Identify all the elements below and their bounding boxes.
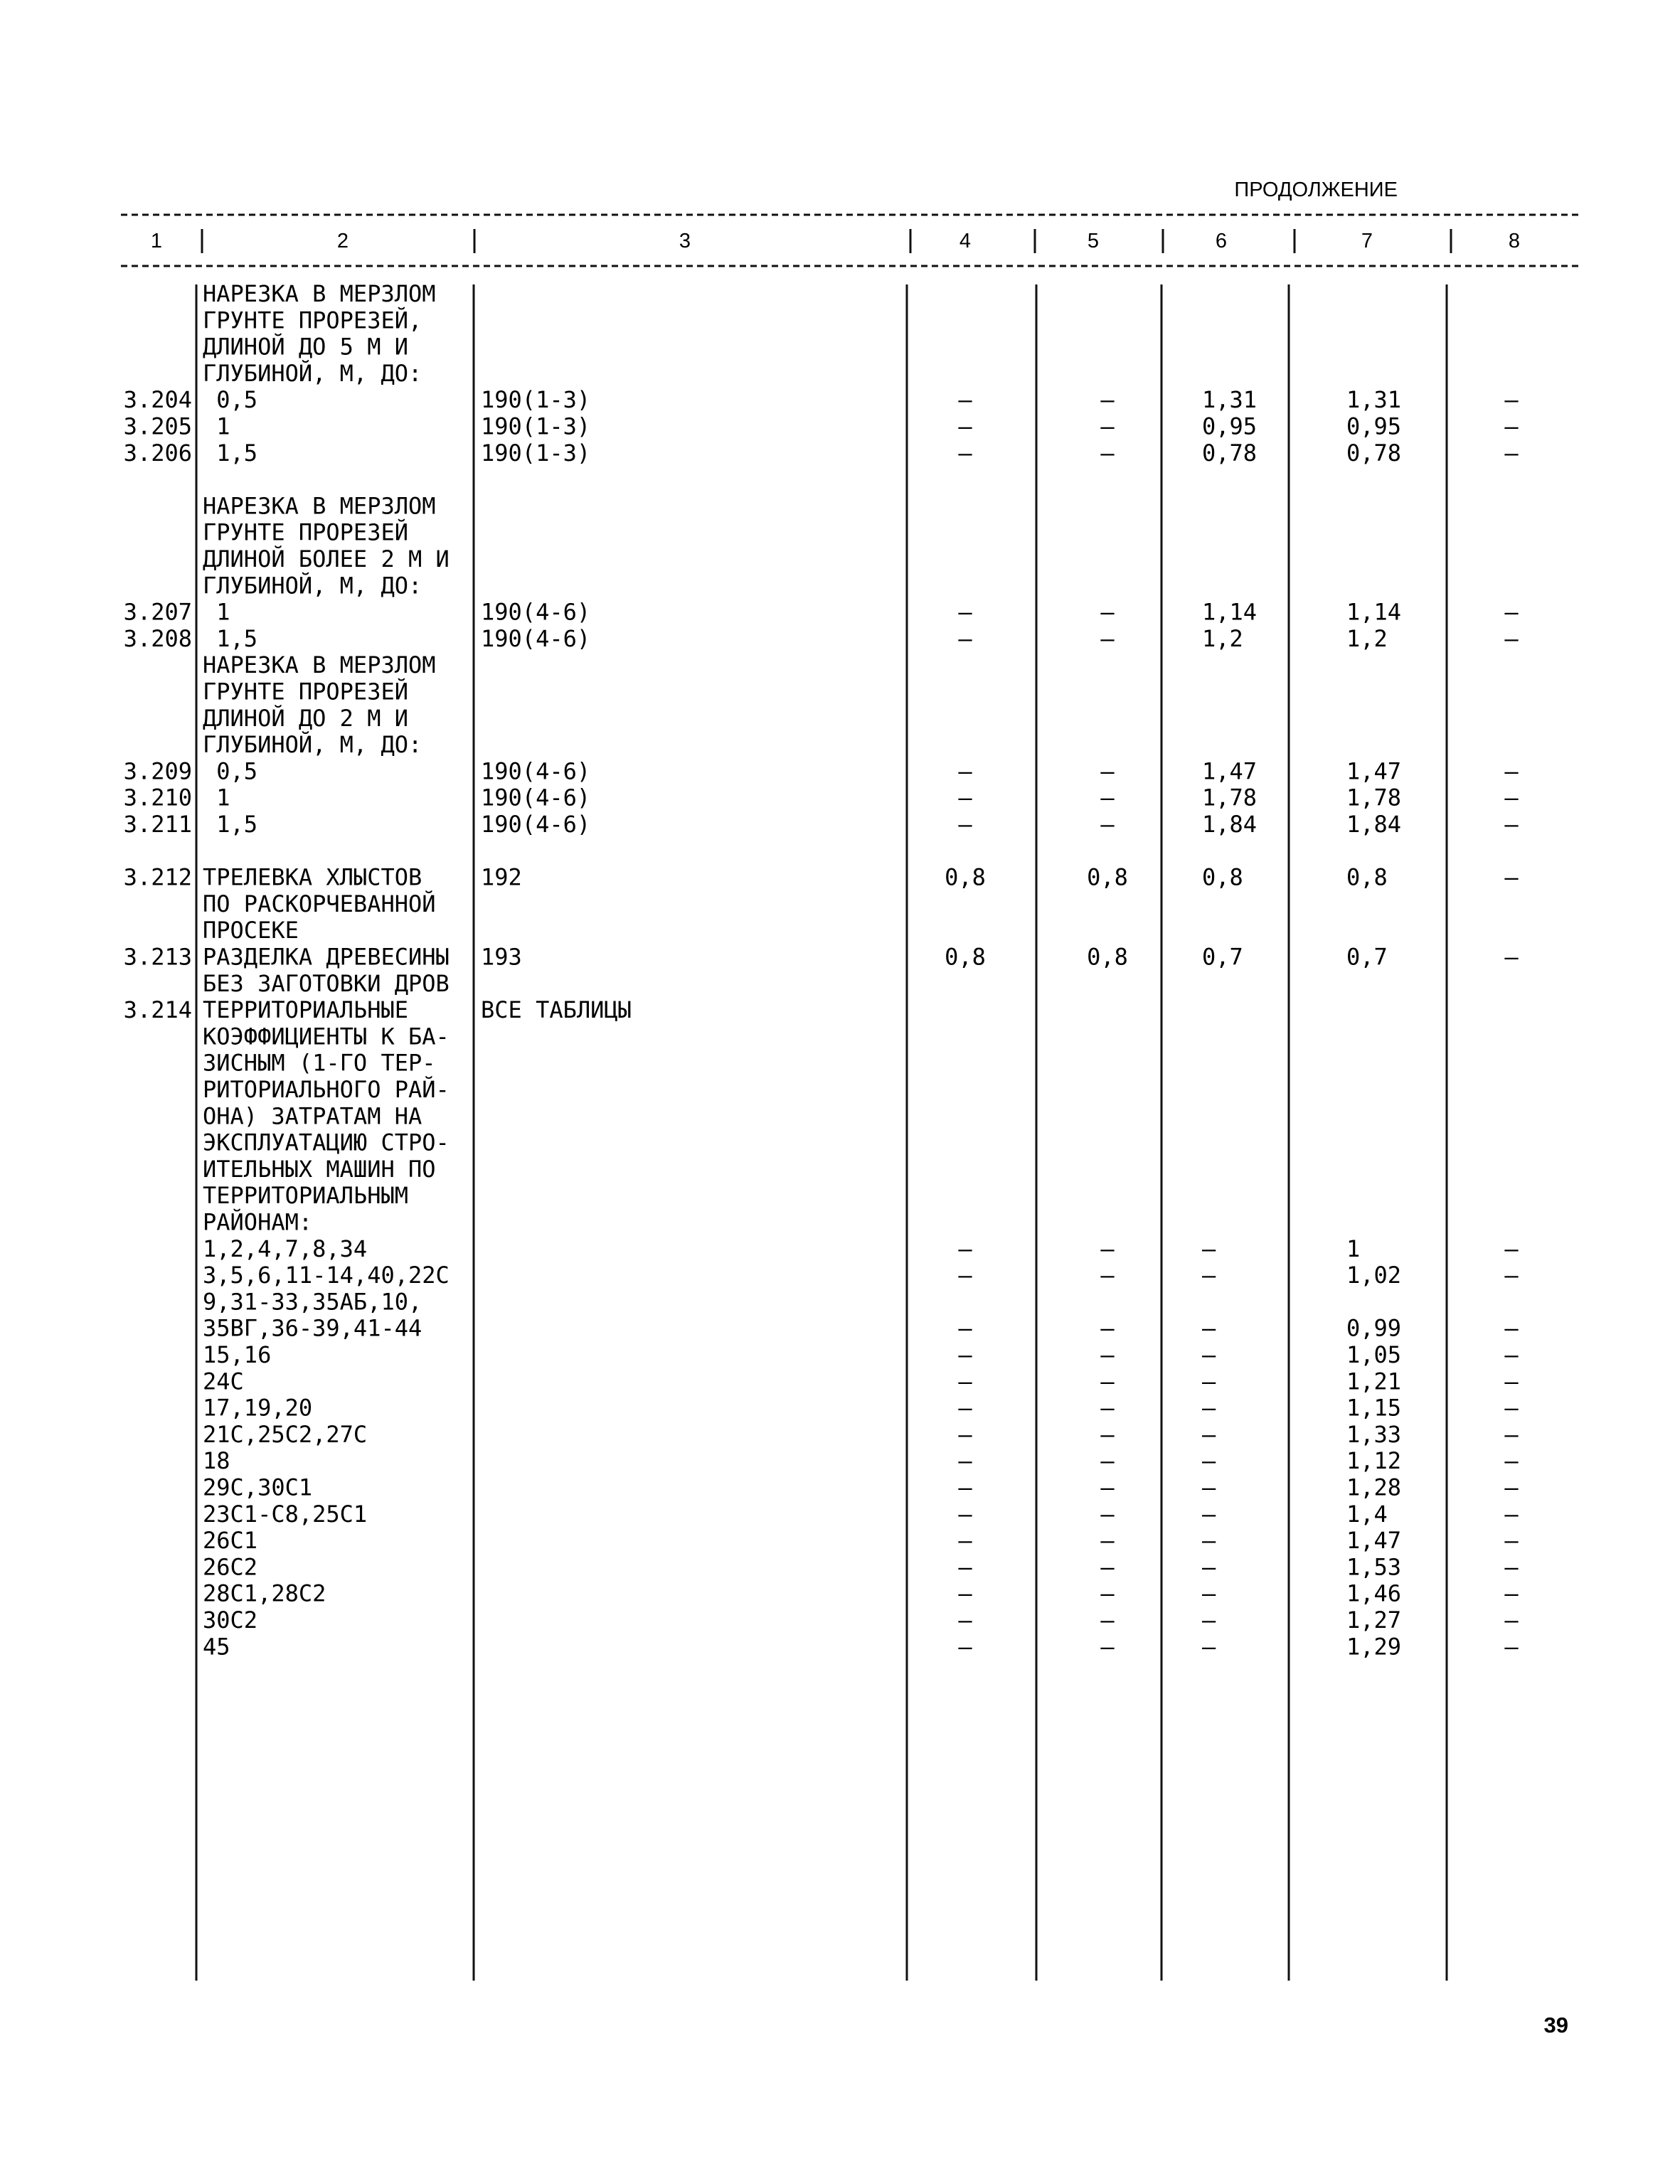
row-col8: – [1504, 386, 1519, 414]
table-row [203, 1527, 1519, 1554]
row-code: 3.204 [123, 386, 192, 414]
table-row [124, 784, 1519, 811]
row-col6: 1,78 [1202, 784, 1258, 811]
row-col7: 1,84 [1346, 811, 1402, 838]
row-col7: 1,14 [1346, 598, 1402, 626]
row-col8: – [1504, 863, 1519, 891]
row-col7: 1,47 [1346, 1527, 1402, 1555]
row-description: 1,5 [203, 811, 258, 838]
row-col8: – [1504, 598, 1519, 626]
row-description: 1 [203, 412, 230, 440]
table-row [203, 705, 408, 732]
row-description: ИТЕЛЬНЫХ МАШИН ПО [203, 1155, 436, 1183]
table-row [203, 1076, 450, 1103]
row-description: РАЗДЕЛКА ДРЕВЕСИНЫ [203, 943, 450, 971]
table-row [124, 864, 1519, 891]
row-col5: – [1100, 1394, 1115, 1422]
row-col8: – [1504, 1262, 1519, 1289]
row-description: 1 [203, 598, 230, 626]
row-description: ТЕРРИТОРИАЛЬНЫЕ [203, 996, 408, 1024]
row-description: РАЙОНАМ: [203, 1208, 313, 1236]
row-col7: 1,47 [1346, 757, 1402, 785]
table-row [203, 1182, 408, 1209]
row-col5: 0,8 [1087, 863, 1128, 891]
row-col8: – [1504, 1314, 1519, 1342]
row-reference: 190(4-6) [481, 624, 591, 652]
row-col7: 0,78 [1346, 439, 1402, 467]
row-col4: – [958, 784, 972, 811]
row-col4: – [958, 1235, 972, 1262]
row-col6: – [1202, 1580, 1216, 1607]
row-col6: – [1202, 1420, 1216, 1448]
row-description: 35ВГ,36-39,41-44 [203, 1314, 422, 1342]
table-row [203, 1341, 1519, 1368]
table-row [203, 545, 450, 572]
row-col6: – [1202, 1500, 1216, 1528]
row-col8: – [1504, 1368, 1519, 1395]
table-row [124, 996, 632, 1023]
row-col7: 1,27 [1346, 1607, 1402, 1634]
row-col6: – [1202, 1368, 1216, 1395]
row-code: 3.208 [123, 624, 192, 652]
row-col5: – [1100, 1420, 1115, 1448]
row-description: ПРОСЕКЕ [203, 917, 299, 944]
row-description: ГРУНТЕ ПРОРЕЗЕЙ, [203, 307, 422, 334]
row-col7: 1,29 [1346, 1633, 1402, 1661]
table-row [203, 1262, 1519, 1289]
row-col7: 0,7 [1346, 943, 1388, 971]
page-number: 39 [1543, 2013, 1568, 2037]
row-reference: 190(1-3) [481, 386, 591, 414]
row-description: РИТОРИАЛЬНОГО РАЙ- [203, 1076, 450, 1103]
row-col4: – [958, 1368, 972, 1395]
column-header-separators [202, 229, 1451, 253]
table-row [203, 1633, 1519, 1660]
row-col5: – [1100, 1314, 1115, 1342]
row-col7: 1 [1346, 1235, 1361, 1262]
row-col6: – [1202, 1262, 1216, 1289]
table-row [203, 280, 436, 307]
row-col7: 1,33 [1346, 1420, 1402, 1448]
row-col5: – [1100, 1341, 1115, 1368]
row-description: ТРЕЛЕВКА ХЛЫСТОВ [203, 863, 422, 891]
row-col5: – [1100, 757, 1115, 785]
row-description: 29С,30С1 [203, 1474, 313, 1501]
row-description: 28С1,28С2 [203, 1580, 326, 1607]
table-row [203, 1421, 1519, 1448]
row-col6: – [1202, 1235, 1216, 1262]
row-col5: – [1100, 1607, 1115, 1634]
column-header-row [151, 230, 1520, 252]
row-code: 3.212 [123, 863, 192, 891]
column-header-1: 1 [150, 230, 163, 252]
row-col4: 0,8 [945, 863, 986, 891]
row-col8: – [1504, 624, 1519, 652]
table-row [124, 599, 1519, 626]
row-col4: – [958, 439, 972, 467]
row-col5: – [1100, 598, 1115, 626]
row-reference: 190(1-3) [481, 412, 591, 440]
row-description: ТЕРРИТОРИАЛЬНЫМ [203, 1182, 408, 1210]
table-row [203, 970, 450, 997]
row-code: 3.214 [123, 996, 192, 1024]
row-col6: 0,7 [1202, 943, 1243, 971]
table-row [124, 386, 1519, 413]
continuation-label: ПРОДОЛЖЕНИЕ [1234, 179, 1398, 201]
row-col4: – [958, 598, 972, 626]
row-col6: 1,31 [1202, 386, 1258, 414]
row-col7: 1,02 [1346, 1262, 1402, 1289]
row-col7: 0,99 [1346, 1314, 1402, 1342]
row-reference: 192 [481, 863, 522, 891]
row-description: 17,19,20 [203, 1394, 313, 1422]
row-col6: – [1202, 1341, 1216, 1368]
row-description: ПО РАСКОРЧЕВАННОЙ [203, 890, 436, 917]
row-col6: 0,95 [1202, 412, 1258, 440]
row-col5: – [1100, 1474, 1115, 1501]
row-description: 1,5 [203, 624, 258, 652]
row-col8: – [1504, 943, 1519, 971]
row-col8: – [1504, 1607, 1519, 1634]
table-row [203, 917, 299, 944]
row-reference: 190(4-6) [481, 757, 591, 785]
row-description: ГЛУБИНОЙ, М, ДО: [203, 572, 422, 600]
row-code: 3.205 [123, 412, 192, 440]
table-row [203, 1129, 450, 1156]
row-col7: 0,8 [1346, 863, 1388, 891]
table-row [203, 1102, 422, 1129]
row-col4: – [958, 412, 972, 440]
row-code: 3.213 [123, 943, 192, 971]
table-row [203, 1368, 1519, 1395]
row-col5: – [1100, 1368, 1115, 1395]
table-row [203, 572, 422, 599]
row-description: 1,5 [203, 439, 258, 467]
row-col8: – [1504, 784, 1519, 811]
row-col5: – [1100, 1553, 1115, 1581]
row-description: ДЛИНОЙ ДО 2 М И [203, 704, 408, 732]
row-description: ДЛИНОЙ БОЛЕЕ 2 М И [203, 545, 450, 572]
row-col4: – [958, 1262, 972, 1289]
row-col8: – [1504, 1474, 1519, 1501]
table-row [203, 360, 422, 387]
row-description: 0,5 [203, 386, 258, 414]
row-col7: 1,46 [1346, 1580, 1402, 1607]
row-col6: – [1202, 1633, 1216, 1661]
row-col8: – [1504, 1527, 1519, 1555]
row-description: ЗИСНЫМ (1-ГО ТЕР- [203, 1049, 436, 1077]
row-col4: – [958, 1553, 972, 1581]
column-header-4: 4 [959, 230, 972, 252]
row-col6: – [1202, 1474, 1216, 1501]
row-col4: – [958, 1420, 972, 1448]
table-row [203, 1580, 1519, 1607]
row-col5: – [1100, 624, 1115, 652]
column-header-6: 6 [1215, 230, 1228, 252]
row-col8: – [1504, 757, 1519, 785]
row-reference: 193 [481, 943, 522, 971]
table-row [203, 334, 408, 361]
row-col5: 0,8 [1087, 943, 1128, 971]
row-col7: 1,28 [1346, 1474, 1402, 1501]
row-col4: – [958, 811, 972, 838]
table-body [124, 280, 1519, 1660]
table-row [124, 944, 1519, 971]
table-row [203, 1607, 1519, 1634]
row-col6: 1,14 [1202, 598, 1258, 626]
row-description: 1 [203, 784, 230, 811]
row-col4: – [958, 1474, 972, 1501]
row-col6: 1,47 [1202, 757, 1258, 785]
row-code: 3.209 [123, 757, 192, 785]
row-description: 26С1 [203, 1527, 258, 1555]
row-description: НАРЕЗКА В МЕРЗЛОМ [203, 492, 436, 520]
row-col5: – [1100, 439, 1115, 467]
row-description: 0,5 [203, 757, 258, 785]
row-reference: 190(1-3) [481, 439, 591, 467]
table-row [124, 413, 1519, 440]
row-col5: – [1100, 1633, 1115, 1661]
row-col5: – [1100, 1500, 1115, 1528]
table-row [203, 1553, 1519, 1580]
table-row [203, 1315, 1519, 1342]
row-col8: – [1504, 1420, 1519, 1448]
table-row [203, 1235, 1519, 1262]
row-col6: – [1202, 1607, 1216, 1634]
table-row [203, 1288, 422, 1315]
row-col8: – [1504, 412, 1519, 440]
row-col4: – [958, 386, 972, 414]
row-col4: – [958, 1527, 972, 1555]
table-row [203, 890, 436, 917]
row-description: ГРУНТЕ ПРОРЕЗЕЙ [203, 678, 408, 705]
table-row [203, 651, 436, 678]
row-col6: 0,8 [1202, 863, 1243, 891]
row-col8: – [1504, 1341, 1519, 1368]
table-row [203, 307, 422, 334]
row-col8: – [1504, 1633, 1519, 1661]
row-col7: 1,05 [1346, 1341, 1402, 1368]
row-description: 21С,25С2,27С [203, 1420, 368, 1448]
row-description: ЭКСПЛУАТАЦИЮ СТРО- [203, 1129, 450, 1156]
row-col6: – [1202, 1314, 1216, 1342]
row-description: ГРУНТЕ ПРОРЕЗЕЙ [203, 518, 408, 546]
row-col5: – [1100, 811, 1115, 838]
table-row [203, 519, 408, 546]
row-col8: – [1504, 1553, 1519, 1581]
row-col8: – [1504, 811, 1519, 838]
row-col6: – [1202, 1394, 1216, 1422]
row-description: 1,2,4,7,8,34 [203, 1235, 368, 1262]
row-description: 24С [203, 1368, 244, 1395]
row-col7: 1,21 [1346, 1368, 1402, 1395]
row-col7: 1,31 [1346, 386, 1402, 414]
row-description: ГЛУБИНОЙ, М, ДО: [203, 359, 422, 387]
row-col5: – [1100, 1527, 1115, 1555]
row-reference: 190(4-6) [481, 784, 591, 811]
table-row [203, 1023, 450, 1050]
row-col6: – [1202, 1447, 1216, 1475]
row-col7: 1,2 [1346, 624, 1388, 652]
row-code: 3.210 [123, 784, 192, 811]
row-description: 9,31-33,35АБ,10, [203, 1288, 422, 1316]
row-col4: – [958, 1607, 972, 1634]
row-col4: – [958, 624, 972, 652]
row-col5: – [1100, 1262, 1115, 1289]
row-description: 23С1-С8,25С1 [203, 1500, 368, 1528]
row-col4: – [958, 1447, 972, 1475]
table-row [203, 1050, 436, 1077]
table-row [203, 1395, 1519, 1422]
row-col6: – [1202, 1553, 1216, 1581]
column-header-5: 5 [1087, 230, 1100, 252]
row-description: НАРЕЗКА В МЕРЗЛОМ [203, 651, 436, 679]
row-col4: – [958, 1500, 972, 1528]
table-row [203, 1447, 1519, 1474]
table-row [124, 811, 1519, 838]
row-description: ОНА) ЗАТРАТАМ НА [203, 1102, 422, 1130]
row-description: 15,16 [203, 1341, 272, 1368]
table-row [203, 492, 436, 519]
row-col4: – [958, 757, 972, 785]
row-reference: ВСЕ ТАБЛИЦЫ [481, 996, 632, 1024]
row-reference: 190(4-6) [481, 811, 591, 838]
column-header-3: 3 [679, 230, 691, 252]
table-row [203, 1474, 1519, 1501]
row-col8: – [1504, 1394, 1519, 1422]
row-col4: – [958, 1580, 972, 1607]
row-description: НАРЕЗКА В МЕРЗЛОМ [203, 280, 436, 307]
row-col6: 0,78 [1202, 439, 1258, 467]
row-col7: 1,4 [1346, 1500, 1388, 1528]
row-col4: – [958, 1633, 972, 1661]
row-col7: 1,15 [1346, 1394, 1402, 1422]
table-row [203, 1501, 1519, 1528]
column-header-8: 8 [1508, 230, 1521, 252]
row-reference: 190(4-6) [481, 598, 591, 626]
row-col5: – [1100, 1447, 1115, 1475]
row-code: 3.206 [123, 439, 192, 467]
row-col7: 1,78 [1346, 784, 1402, 811]
row-col6: 1,84 [1202, 811, 1258, 838]
row-description: 26С2 [203, 1553, 258, 1581]
row-col8: – [1504, 1235, 1519, 1262]
row-col8: – [1504, 1500, 1519, 1528]
row-col4: – [958, 1314, 972, 1342]
row-col8: – [1504, 1447, 1519, 1475]
row-col6: – [1202, 1527, 1216, 1555]
row-col7: 1,53 [1346, 1553, 1402, 1581]
row-code: 3.211 [123, 811, 192, 838]
row-col6: 1,2 [1202, 624, 1243, 652]
row-col5: – [1100, 1580, 1115, 1607]
row-description: 18 [203, 1447, 230, 1475]
row-col8: – [1504, 1580, 1519, 1607]
row-description: ДЛИНОЙ ДО 5 М И [203, 333, 408, 361]
table-row [203, 1209, 312, 1236]
row-col4: – [958, 1394, 972, 1422]
table-row [203, 1156, 436, 1183]
row-description: КОЭФФИЦИЕНТЫ К БА- [203, 1023, 450, 1050]
table-row [124, 440, 1519, 467]
table-row [124, 757, 1519, 784]
row-code: 3.207 [123, 598, 192, 626]
row-col5: – [1100, 386, 1115, 414]
row-col5: – [1100, 1235, 1115, 1262]
row-description: 3,5,6,11-14,40,22С [203, 1262, 450, 1289]
row-col7: 0,95 [1346, 412, 1402, 440]
row-description: ГЛУБИНОЙ, М, ДО: [203, 731, 422, 759]
row-description: БЕЗ ЗАГОТОВКИ ДРОВ [203, 969, 450, 997]
row-col8: – [1504, 439, 1519, 467]
row-description: 30С2 [203, 1607, 258, 1634]
column-header-2: 2 [336, 230, 349, 252]
table-row [203, 731, 422, 758]
table-row [124, 625, 1519, 652]
row-col4: 0,8 [945, 943, 986, 971]
row-col5: – [1100, 784, 1115, 811]
row-description: 45 [203, 1633, 230, 1661]
row-col5: – [1100, 412, 1115, 440]
column-header-7: 7 [1361, 230, 1373, 252]
row-col4: – [958, 1341, 972, 1368]
table-row [203, 678, 408, 705]
row-col7: 1,12 [1346, 1447, 1402, 1475]
